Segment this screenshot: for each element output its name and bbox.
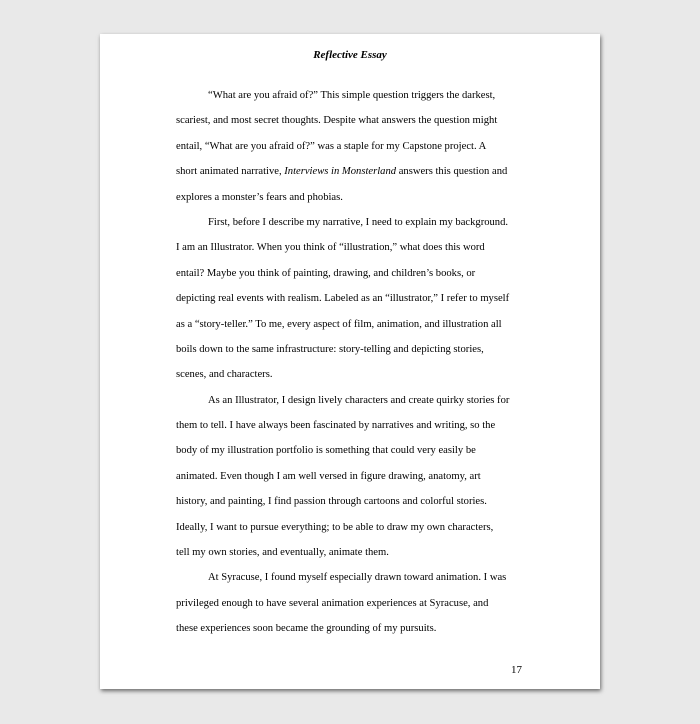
paragraph-3-line-3: body of my illustration portfolio is something that could very easily be (176, 445, 476, 457)
paragraph-3-line-5: history, and painting, I find passion through cartoons and colorful stories. (176, 496, 487, 508)
paragraph-3-line-7: tell my own stories, and eventually, animate them. (176, 547, 389, 559)
narrative-title: Interviews in Monsterland (284, 166, 397, 178)
document-page (100, 34, 600, 689)
paragraph-2-line-6: boils down to the same infrastructure: story-telling and depicting stories, (176, 343, 484, 355)
paragraph-1-line-3: entail, “What are you afraid of?” was a staple for my Capstone project. A (176, 140, 487, 152)
running-header: Reflective Essay (313, 49, 387, 61)
paragraph-4-line-3: these experiences soon became the grounding of my pursuits. (176, 623, 437, 635)
paragraph-1-line-4 (176, 159, 526, 184)
paragraph-2-line-5: as a “story-teller.” To me, every aspect of film, animation, and illustration all (176, 318, 502, 330)
paragraph-1-line-2: scariest, and most secret thoughts. Despite what answers the question might (176, 115, 498, 127)
paragraph-3-line-4: animated. Even though I am well versed in figure drawing, anatomy, art (176, 470, 481, 482)
line-text-after-title: answers this question and (396, 166, 508, 178)
paragraph-2-line-7: scenes, and characters. (176, 369, 273, 381)
paragraph-1-line-5: explores a monster’s fears and phobias. (176, 191, 343, 203)
essay-body (176, 83, 526, 642)
paragraph-2-line-3: entail? Maybe you think of painting, drawing, and children’s books, or (176, 267, 476, 279)
paragraph-1-line-1: “What are you afraid of?” This simple question triggers the darkest, (208, 90, 496, 101)
paragraph-2-line-1: First, before I describe my narrative, I need to explain my background. (208, 216, 509, 228)
paragraph-3-line-6: Ideally, I want to pursue everything; to be able to draw my own characters, (176, 521, 494, 533)
paragraph-3-line-2: them to tell. I have always been fascinated by narratives and writing, so the (176, 420, 496, 432)
paragraph-2-line-4: depicting real events with realism. Labeled as an “illustrator,” I refer to myself (176, 293, 510, 305)
paragraph-4-line-1: At Syracuse, I found myself especially drawn toward animation. I was (208, 572, 507, 584)
page-number: 17 (511, 664, 522, 676)
paragraph-3-line-1: As an Illustrator, I design lively characters and create quirky stories for (208, 394, 510, 406)
paragraph-4-line-2: privileged enough to have several animation experiences at Syracuse, and (176, 597, 489, 609)
line-text-before-title: short animated narrative, (176, 166, 285, 178)
paragraph-2-line-2: I am an Illustrator. When you think of “illustration,” what does this word (176, 242, 485, 254)
